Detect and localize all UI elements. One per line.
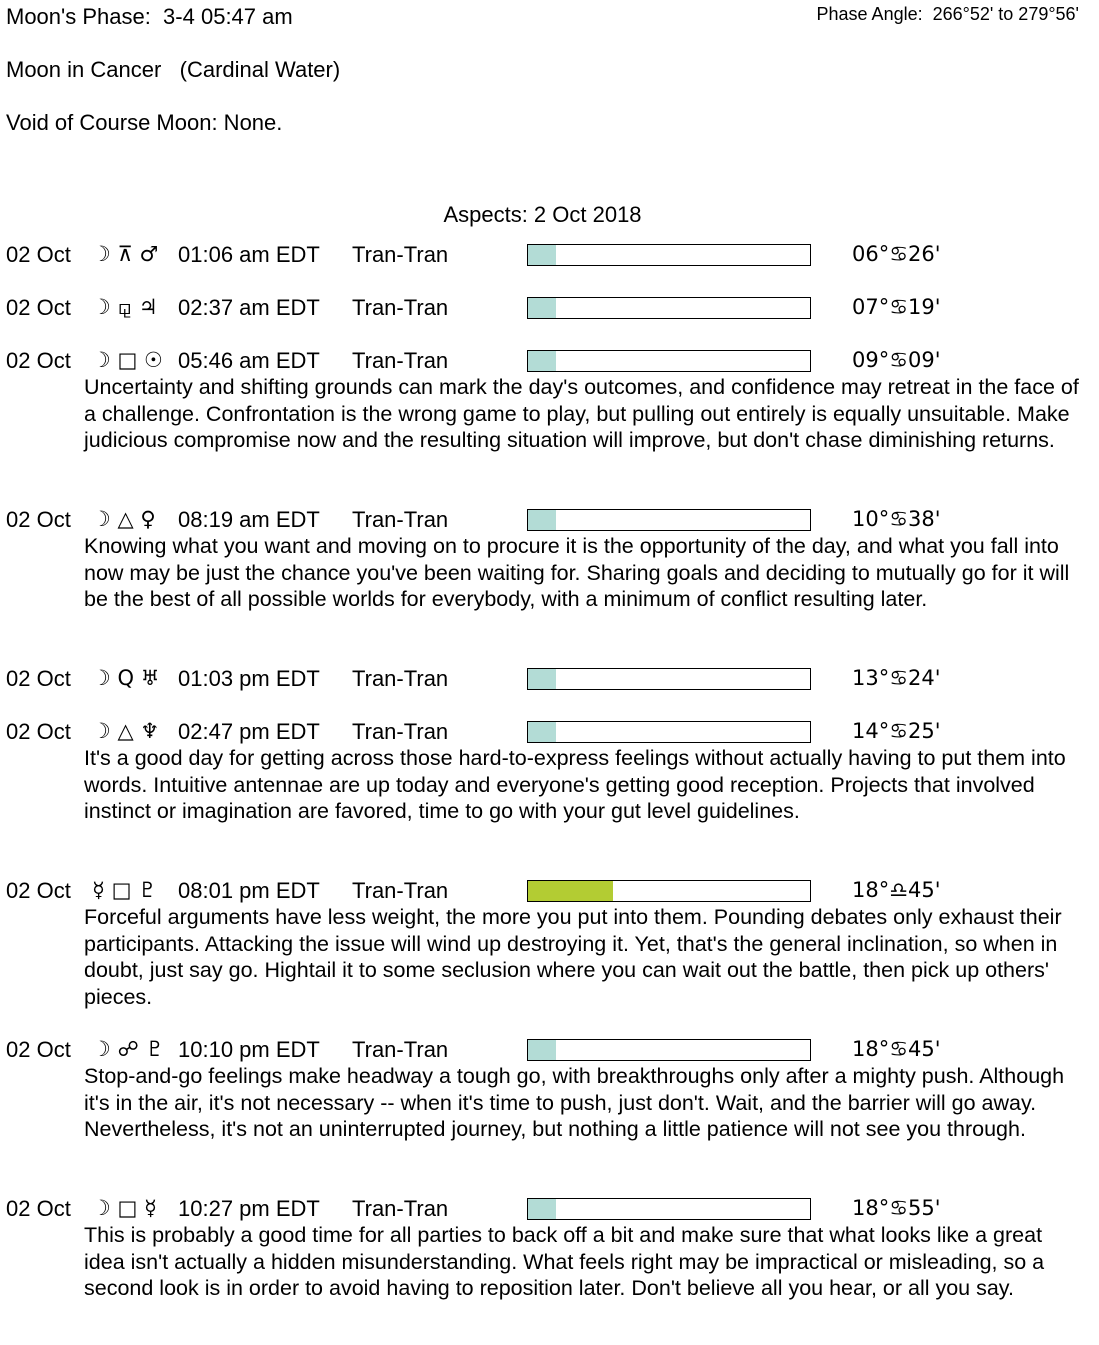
aspect-position: 18°♋45' [852, 1037, 941, 1061]
aspect-date: 02 Oct [6, 878, 71, 903]
aspect-position: 09°♋09' [852, 348, 941, 372]
aspect-glyphs: ☽ △ ♆ [92, 719, 160, 743]
aspect-time: 01:06 am EDT [178, 242, 320, 267]
aspect-date: 02 Oct [6, 719, 71, 744]
aspect-description: It's a good day for getting across those hard-to-express feelings without actually having to put them into words. Intuitive antennae are up today and everyone's getting good reception. Projects that involved instinct or imagination are favored, time to go with your gut level guidelines. [84, 746, 1066, 823]
aspect-position: 06°♋26' [852, 242, 941, 266]
aspect-date: 02 Oct [6, 295, 71, 320]
aspect-entry [0, 1196, 1099, 1300]
strength-bar-fill [528, 722, 556, 742]
aspect-time: 02:47 pm EDT [178, 719, 320, 744]
strength-bar-fill [528, 298, 556, 318]
aspect-description: Stop-and-go feelings make headway a tough go, with breakthroughs only after a mighty push. Although it's in the air, it's not necessary -- when it's time to push, just don't. Wait, and the barrier will go away. Nevertheless, it's not an uninterrupted journey, but nothing a little patience will not see you through. [84, 1064, 1065, 1141]
aspect-type: Tran-Tran [352, 666, 449, 691]
aspect-entry [0, 507, 1099, 611]
aspect-row [0, 719, 1099, 747]
strength-bar-fill [528, 510, 556, 530]
aspect-date: 02 Oct [6, 1196, 71, 1221]
aspect-date: 02 Oct [6, 242, 71, 267]
strength-bar [527, 668, 811, 690]
phase-angle: Phase Angle: 266°52' to 279°56' [816, 4, 1079, 24]
aspect-entry [0, 242, 1099, 270]
aspect-glyphs: ☽ ⚼ ♃ [92, 295, 158, 319]
aspect-type: Tran-Tran [352, 348, 449, 373]
aspect-row [0, 1037, 1099, 1065]
aspect-row [0, 242, 1099, 270]
aspect-time: 08:01 pm EDT [178, 878, 320, 903]
aspect-entry [0, 878, 1099, 1009]
aspect-glyphs: ☽ □ ☉ [92, 348, 163, 372]
aspect-position: 14°♋25' [852, 719, 941, 743]
aspect-row [0, 878, 1099, 906]
aspect-date: 02 Oct [6, 1037, 71, 1062]
aspect-type: Tran-Tran [352, 507, 449, 532]
strength-bar-fill [528, 351, 556, 371]
strength-bar [527, 721, 811, 743]
strength-bar-fill [528, 669, 556, 689]
aspect-time: 08:19 am EDT [178, 507, 320, 532]
aspect-row [0, 295, 1099, 323]
strength-bar [527, 1198, 811, 1220]
strength-bar-fill [528, 881, 613, 901]
strength-bar [527, 244, 811, 266]
aspect-row [0, 1196, 1099, 1224]
strength-bar [527, 297, 811, 319]
aspect-entry [0, 1037, 1099, 1141]
aspect-row [0, 507, 1099, 535]
aspect-time: 01:03 pm EDT [178, 666, 320, 691]
moon-phase: Moon's Phase: 3-4 05:47 am [6, 4, 293, 29]
strength-bar-fill [528, 1199, 556, 1219]
aspect-glyphs: ☽ ☍ ♇ [92, 1037, 165, 1061]
strength-bar [527, 880, 811, 902]
aspect-glyphs: ☽ □ ☿ [92, 1196, 157, 1220]
aspect-entry [0, 295, 1099, 323]
strength-bar-fill [528, 245, 556, 265]
aspect-glyphs: ☽ △ ♀ [92, 507, 156, 531]
aspect-position: 18°♎45' [852, 878, 941, 902]
aspect-position: 18°♋55' [852, 1196, 941, 1220]
aspect-row [0, 666, 1099, 694]
aspect-date: 02 Oct [6, 507, 71, 532]
aspect-glyphs: ☿ □ ♇ [92, 878, 157, 902]
aspect-time: 05:46 am EDT [178, 348, 320, 373]
aspect-description: Forceful arguments have less weight, the more you put into them. Pounding debates only exhaust their participants. Attacking the issue will wind up destroying it. Yet, that's the general inclination, so when in doubt, just say go. Hightail it to some seclusion where you can wait out the battle, then pick up others' pieces. [84, 905, 1062, 1009]
strength-bar [527, 509, 811, 531]
aspect-position: 10°♋38' [852, 507, 941, 531]
aspect-date: 02 Oct [6, 348, 71, 373]
aspect-glyphs: ☽ ⊼ ♂ [92, 242, 159, 266]
aspect-time: 10:10 pm EDT [178, 1037, 320, 1062]
aspect-type: Tran-Tran [352, 295, 449, 320]
aspect-type: Tran-Tran [352, 242, 449, 267]
aspect-description: Knowing what you want and moving on to procure it is the opportunity of the day, and what you fall into now may be just the chance you've been waiting for. Sharing goals and deciding to mutually go for it will be the best of all possible worlds for everybody, with a minimum of conflict resulting later. [84, 534, 1070, 611]
aspect-position: 13°♋24' [852, 666, 941, 690]
aspect-description: This is probably a good time for all parties to back off a bit and make sure that what looks like a great idea isn't actually a hidden misunderstanding. What feels right may be impractical or misleading, so a second look is in order to avoid having to reposition later. Don't believe all you hear, or all you say. [84, 1223, 1045, 1300]
aspect-entry [0, 719, 1099, 823]
aspect-type: Tran-Tran [352, 719, 449, 744]
aspect-row [0, 348, 1099, 376]
moon-sign: Moon in Cancer (Cardinal Water) [6, 57, 341, 82]
aspect-position: 07°♋19' [852, 295, 941, 319]
aspect-type: Tran-Tran [352, 1196, 449, 1221]
strength-bar [527, 1039, 811, 1061]
aspect-type: Tran-Tran [352, 1037, 449, 1062]
aspect-date: 02 Oct [6, 666, 71, 691]
aspect-description: Uncertainty and shifting grounds can mark the day's outcomes, and confidence may retreat in the face of a challenge. Confrontation is the wrong game to play, but pulling out entirely is equally unsuitable. Make judicious compromise now and the resulting situation will improve, but don't chase diminishing returns. [84, 375, 1079, 452]
void-of-course: Void of Course Moon: None. [6, 110, 283, 135]
strength-bar-fill [528, 1040, 556, 1060]
aspect-glyphs: ☽ Q ♅ [92, 666, 160, 690]
aspects-title: Aspects: 2 Oct 2018 [443, 202, 642, 227]
aspect-time: 02:37 am EDT [178, 295, 320, 320]
aspect-entry [0, 348, 1099, 452]
aspect-time: 10:27 pm EDT [178, 1196, 320, 1221]
strength-bar [527, 350, 811, 372]
aspect-type: Tran-Tran [352, 878, 449, 903]
aspect-entry [0, 666, 1099, 694]
